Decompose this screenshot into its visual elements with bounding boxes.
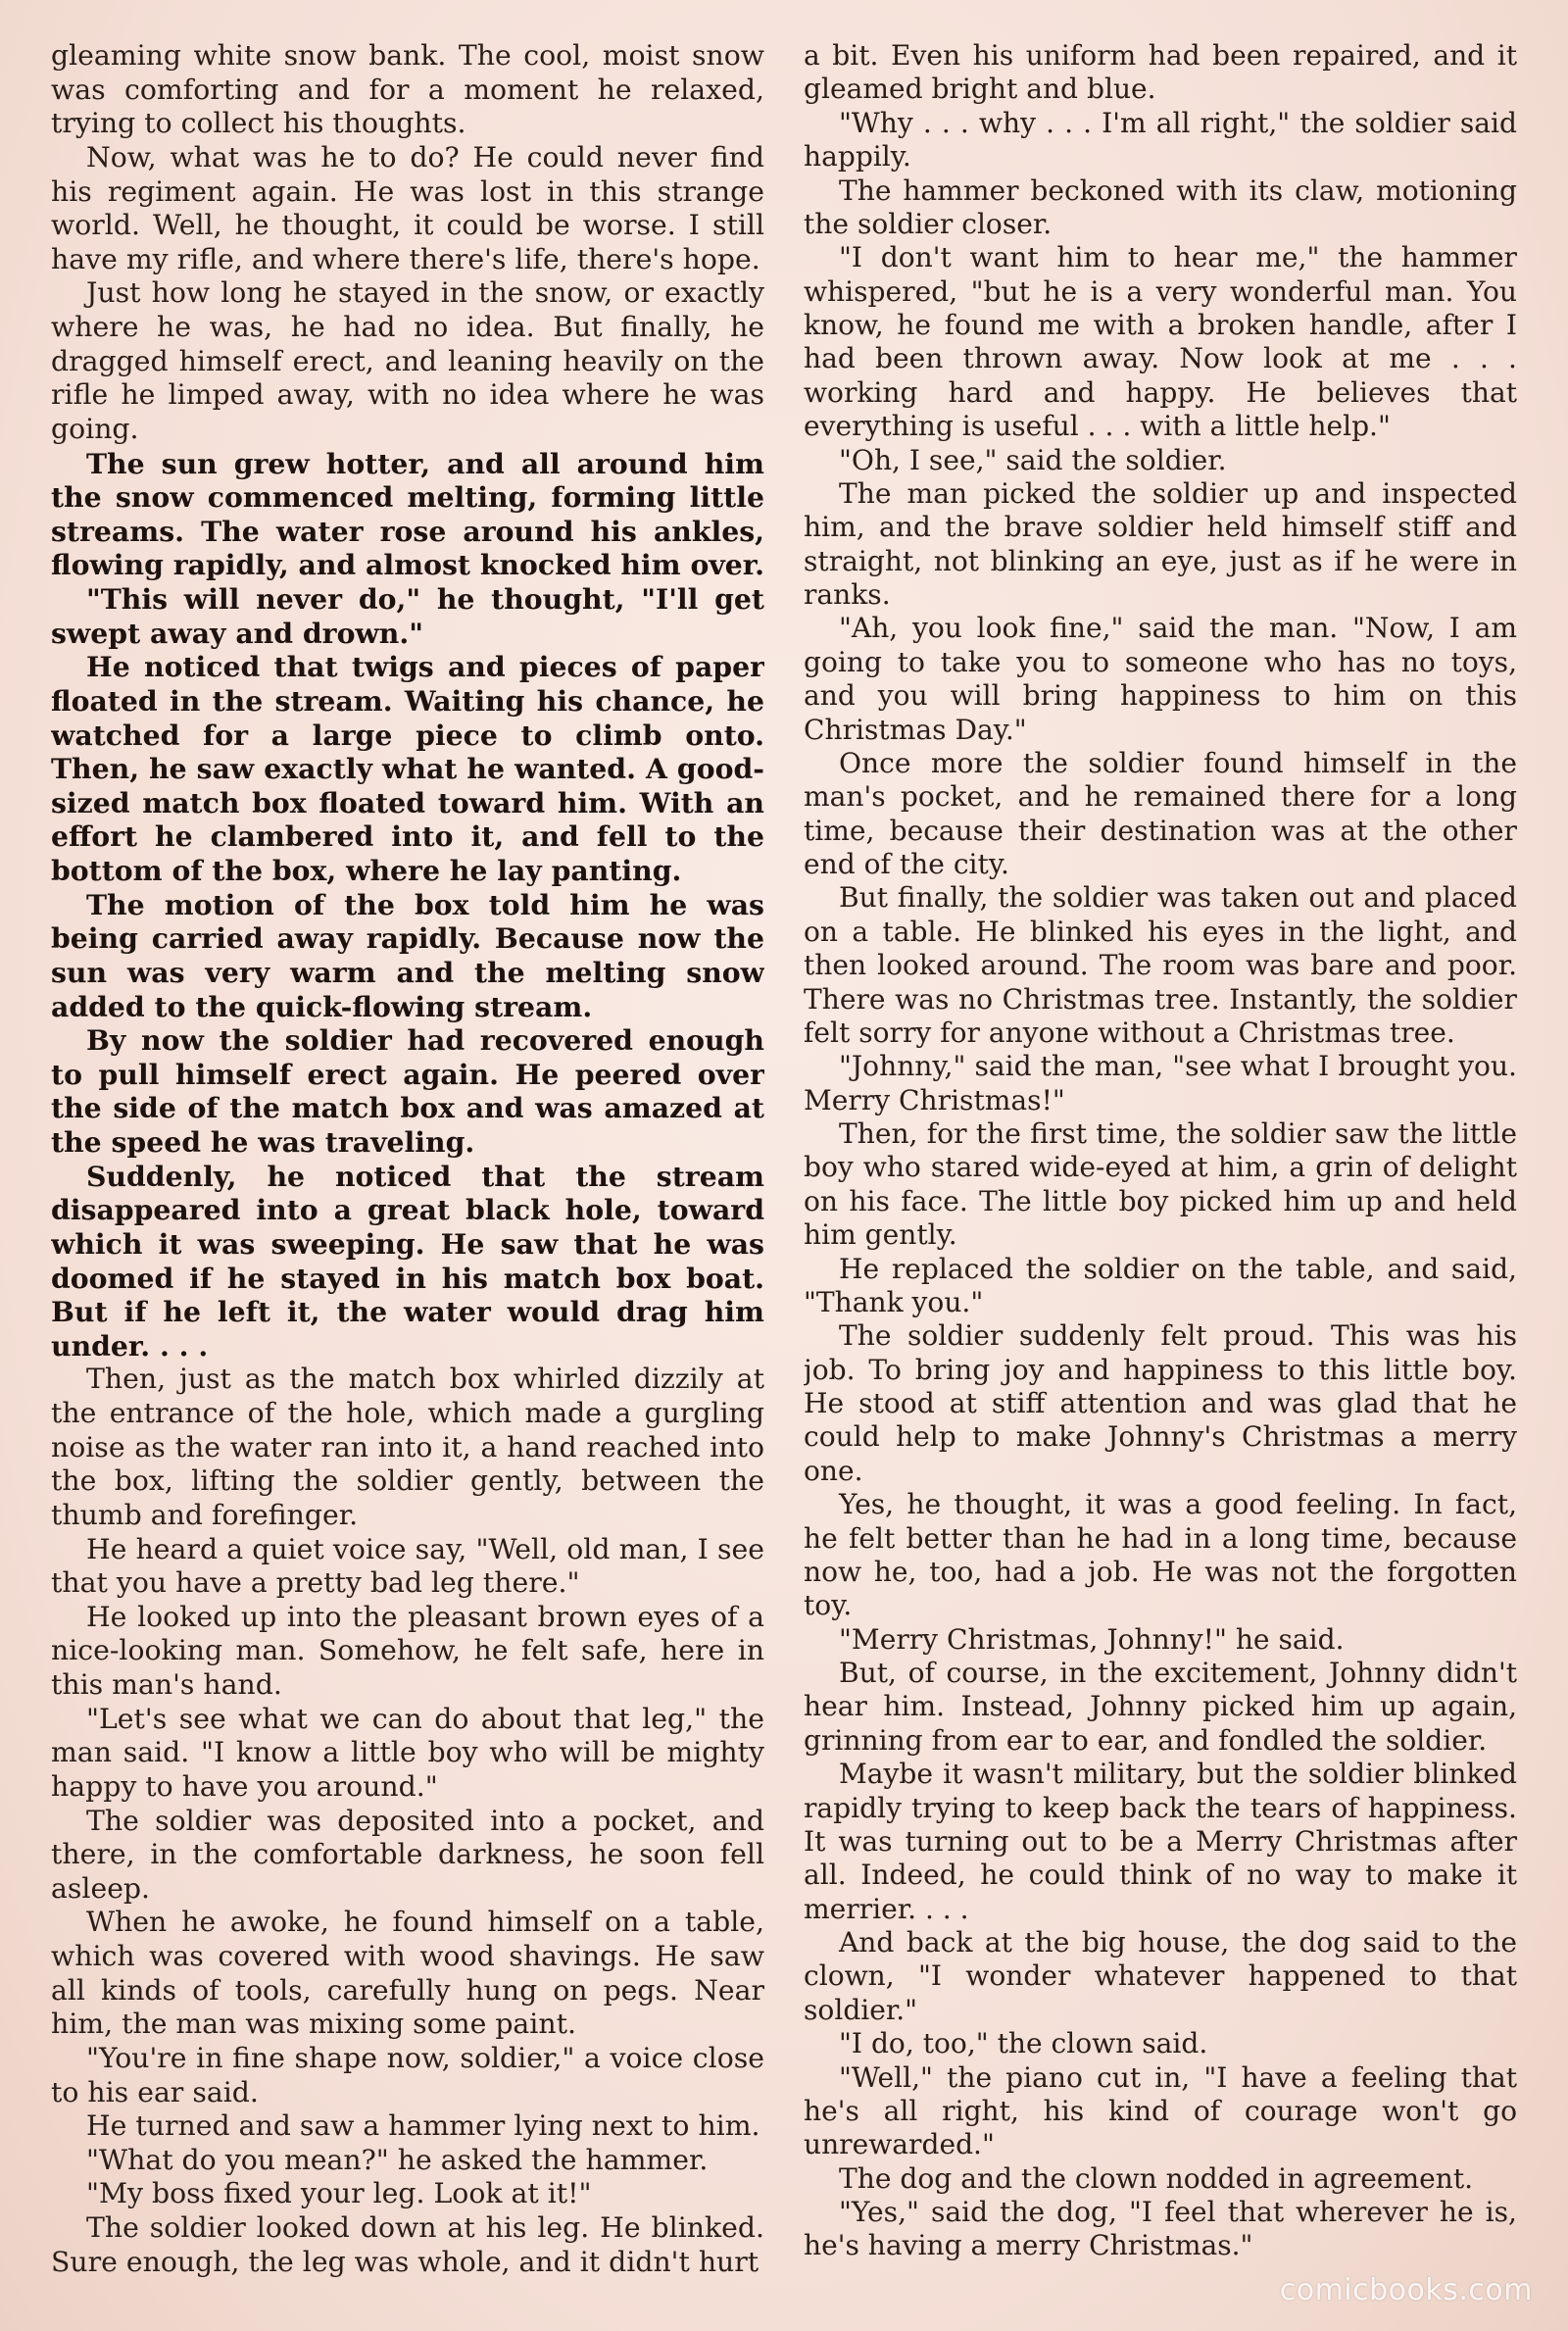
paragraph: "What do you mean?" he asked the hammer. [86,2143,709,2176]
paragraph: The soldier looked down at his leg. He blinked. Sure enough, the leg was whole, and it didn't hurt [51,2211,764,2278]
paragraph: Then, for the first time, the soldier saw the little boy who stared wide-eyed at him, a grin of delight on his face. The little boy picked him up and held him gently. [804,1117,1517,1252]
paragraph: Now, what was he to do? He could never find his regiment again. He was lost in this strange world. Well, he thought, it could be worse. I still have my rifle, and where there's life, there's hope. [51,140,764,275]
paragraph: "Johnny," said the man, "see what I brought you. Merry Christmas!" [804,1050,1517,1116]
paragraph: The man picked the soldier up and inspected him, and the brave soldier held himself stiff and straight, not blinking an eye, just as if he were in ranks. [804,476,1517,611]
paragraph: Suddenly, he noticed that the stream disappeared into a great black hole, toward which it was sweeping. He saw that he was doomed if he stayed in his match box boat. But if he left it, the water would drag him under. . . . [51,1159,764,1363]
paragraph: "I do, too," the clown said. [839,2027,1208,2060]
paragraph: But, of course, in the excitement, Johnny didn't hear him. Instead, Johnny picked him up again, grinning from ear to ear, and fondled the soldier. [804,1657,1517,1757]
paragraph: He heard a quiet voice say, "Well, old man, I see that you have a pretty bad leg there." [51,1532,764,1600]
paragraph: But finally, the soldier was taken out and placed on a table. He blinked his eyes in the light, and then looked around. The room was bare and poor. There was no Christmas tree. Instantly, the soldier felt sorry for anyone without a Christmas tree. [804,881,1517,1049]
paragraph: a bit. Even his uniform had been repaired, and it gleamed bright and blue. [804,39,1517,106]
watermark: comicbooks.com [1279,2273,1533,2307]
paragraph: "Let's see what we can do about that leg," the man said. "I know a little boy who will be mighty happy to have you around." [51,1702,764,1803]
paragraph: Just how long he stayed in the snow, or exactly where he was, he had no idea. But finally, he dragged himself erect, and leaning heavily on the rifle he limped away, with no idea where he was going. [51,276,764,445]
paragraph: And back at the big house, the dog said to the clown, "I wonder whatever happened to that soldier." [804,1926,1517,2026]
paragraph: "This will never do," he thought, "I'll get swept away and drown." [51,582,764,650]
paragraph: The hammer beckoned with its claw, motioning the soldier closer. [804,174,1517,240]
paragraph: The sun grew hotter, and all around him the snow commenced melting, forming little streams. The water rose around his ankles, flowing rapidly, and almost knocked him over. [51,446,764,582]
paragraph: Once more the soldier found himself in the man's pocket, and he remained there for a long time, because their destination was at the other end of the city. [804,746,1517,880]
paragraph: Maybe it wasn't military, but the soldier blinked rapidly trying to keep back the tears of happiness. It was turning out to be a Merry Christmas after all. Indeed, he could think of no way to make it merrier. . . . [804,1758,1517,1925]
paragraph: The soldier was deposited into a pocket, and there, in the comfortable darkness, he soon fell asleep. [51,1804,764,1905]
paragraph: "Why . . . why . . . I'm all right," the soldier said happily. [804,106,1517,174]
right-column [804,39,1517,2294]
paragraph: "Yes," said the dog, "I feel that wherever he is, he's having a merry Christmas." [804,2196,1517,2262]
paragraph: "Merry Christmas, Johnny!" he said. [839,1622,1345,1656]
paragraph: "You're in fine shape now, soldier," a voice close to his ear said. [51,2041,764,2108]
paragraph: The motion of the box told him he was being carried away rapidly. Because now the sun was very warm and the melting snow added to the quick-flowing stream. [51,887,764,1023]
paragraph: He noticed that twigs and pieces of paper floated in the stream. Waiting his chance, he watched for a large piece to climb onto. Then, he saw exactly what he wanted. A good-sized match box floated toward him. With an effort he clambered into it, and fell to the bottom of the box, where he lay panting. [51,650,764,887]
paragraph: By now the soldier had recovered enough to pull himself erect again. He peered over the side of the match box and was amazed at the speed he was traveling. [51,1023,764,1159]
paragraph: When he awoke, he found himself on a table, which was covered with wood shavings. He saw all kinds of tools, carefully hung on pegs. Near him, the man was mixing some paint. [51,1906,764,2041]
paragraph: "I don't want him to hear me," the hammer whispered, "but he is a very wonderful man. You know, he found me with a broken handle, after I had been thrown away. Now look at me . . . working hard and happy. He believes that everything is useful . . . with a little help." [804,241,1517,443]
paragraph: gleaming white snow bank. The cool, moist snow was comforting and for a moment he relaxed, trying to collect his thoughts. [51,39,764,140]
paragraph: The soldier suddenly felt proud. This was his job. To bring joy and happiness to this little boy. He stood at stiff attention and was glad that he could help to make Johnny's Christmas a merry one. [804,1319,1517,1487]
paragraph: He replaced the soldier on the table, and said, "Thank you." [804,1252,1517,1318]
paragraph: "Oh, I see," said the soldier. [839,443,1227,476]
left-column [51,39,764,2294]
paragraph: Then, just as the match box whirled dizzily at the entrance of the hole, which made a gurgling noise as the water ran into it, a hand reached into the box, lifting the soldier gently, between the thumb and forefinger. [51,1363,764,1531]
paragraph: Yes, he thought, it was a good feeling. In fact, he felt better than he had in a long time, because now he, too, had a job. He was not the forgotten toy. [804,1488,1517,1622]
paragraph: The dog and the clown nodded in agreement. [839,2161,1474,2195]
paragraph: "My boss fixed your leg. Look at it!" [86,2177,592,2210]
paragraph: He looked up into the pleasant brown eyes of a nice-looking man. Somehow, he felt safe, here in this man's hand. [51,1600,764,1701]
paragraph: He turned and saw a hammer lying next to him. [86,2109,760,2143]
paragraph: "Well," the piano cut in, "I have a feeling that he's all right, his kind of courage won't go unrewarded." [804,2060,1517,2161]
paragraph: "Ah, you look fine," said the man. "Now, I am going to take you to someone who has no toys, and you will bring happiness to him on this Christmas Day." [804,612,1517,746]
